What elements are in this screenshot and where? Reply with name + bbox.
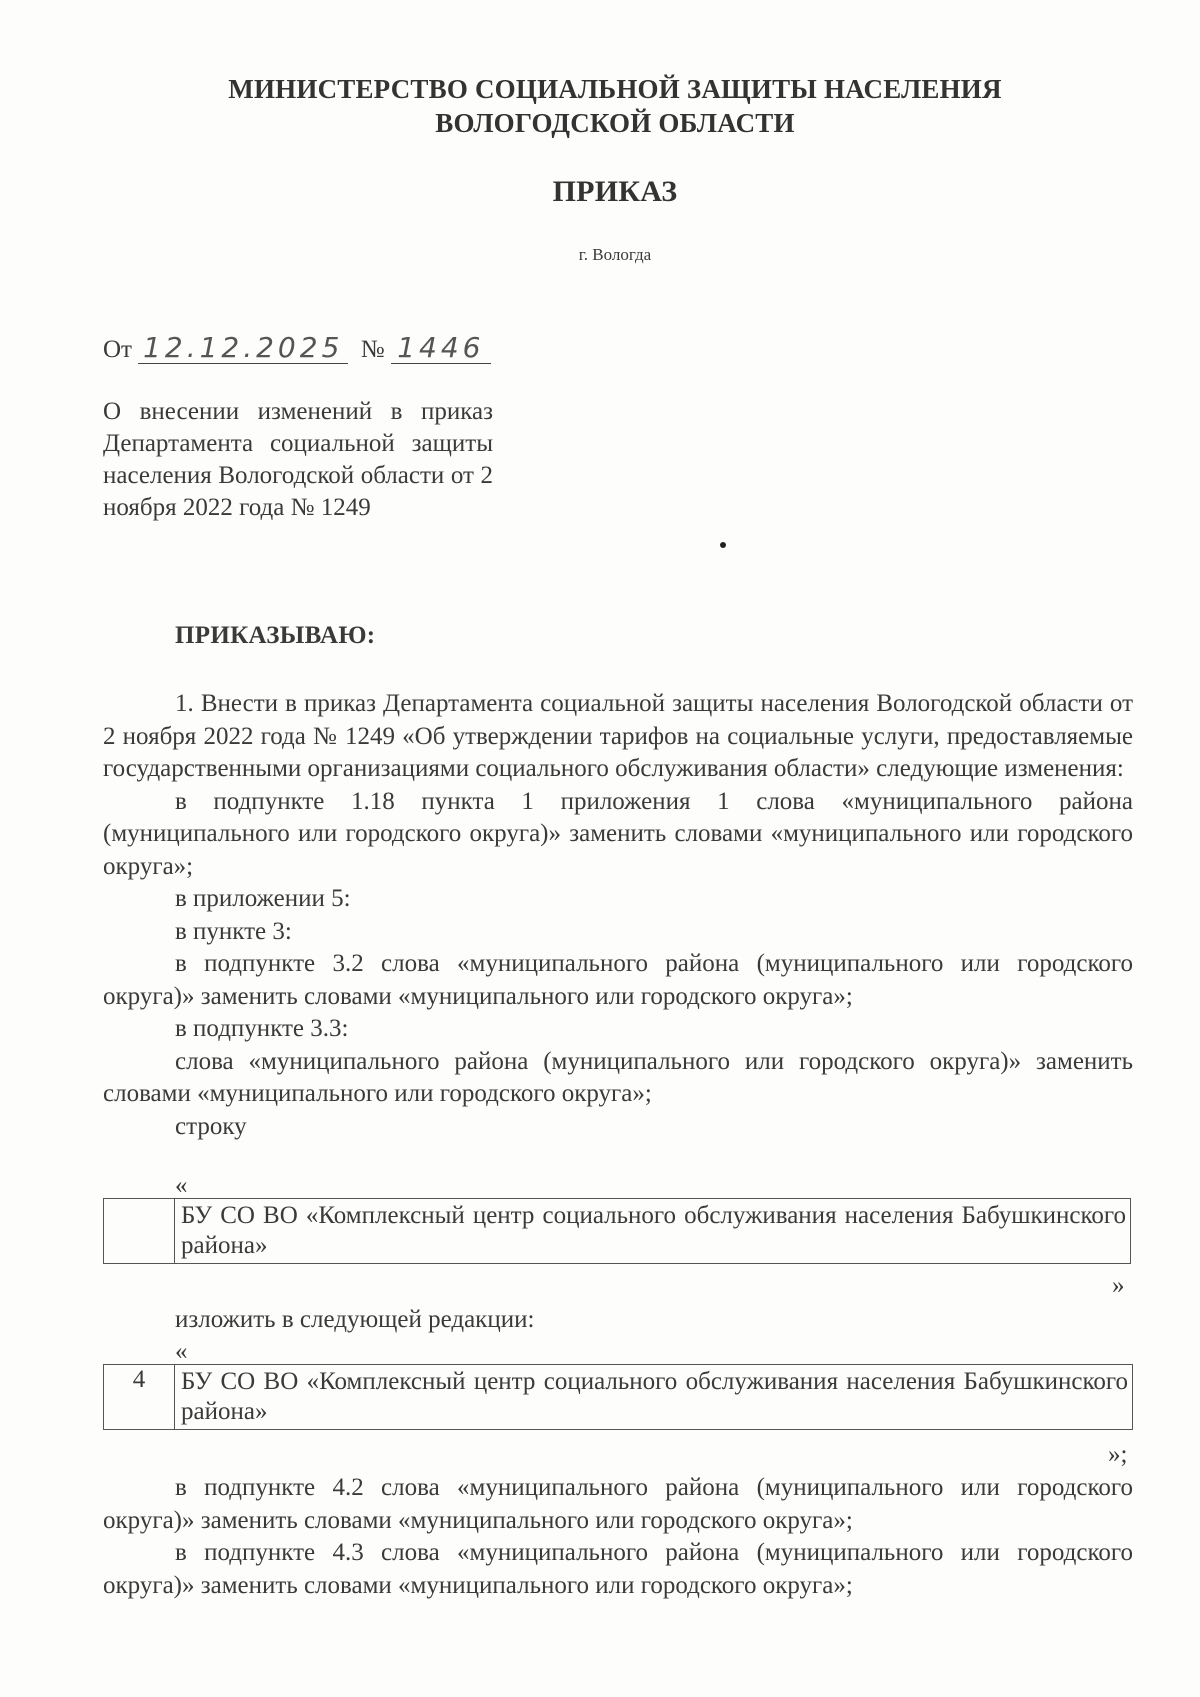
close-quote-old: » (1112, 1272, 1125, 1299)
order-subject: О внесении изменений в приказ Департамента социальной защиты населения Вологодской области от 2 ноября 2022 года № 1249 (103, 398, 493, 521)
paragraph-5: в подпункте 3.2 слова «муниципального района (муниципального или городского округа)» заменить словами «муниципального или городского округа»; (103, 950, 1133, 1010)
handwritten-date: 12.12.2025 (138, 333, 348, 364)
open-quote-old: « (175, 1172, 188, 1199)
paragraph-6: в подпункте 3.3: (175, 1015, 349, 1042)
body-text-block-3 (103, 1472, 1133, 1602)
table-old-num-cell (104, 1199, 175, 1263)
paragraph-7: слова «муниципального района (муниципального или городского округа)» заменить словами «муниципального или городского округа»; (103, 1047, 1133, 1107)
table-old-text-cell: БУ СО ВО «Комплексный центр социального обслуживания населения Бабушкинского района» (181, 1202, 1126, 1259)
table-new-num-cell: 4 (104, 1365, 175, 1429)
city-label: г. Вологда (578, 245, 652, 264)
close-quote-new: »; (1108, 1441, 1128, 1468)
paragraph-4: в пункте 3: (175, 917, 292, 945)
document-type-title: ПРИКАЗ (552, 175, 678, 208)
date-number-line (103, 333, 491, 364)
handwritten-number: 1446 (391, 333, 491, 364)
paragraph-10: в подпункте 4.2 слова «муниципального района (муниципального или городского округа)» заменить словами «муниципального или городского округа»; (103, 1474, 1133, 1534)
table-new-row (103, 1364, 1133, 1430)
paragraph-2: в подпункте 1.18 пункта 1 приложения 1 слова «муниципального района (муниципального или городского округа)» заменить словами «муниципального или городского округа»; (103, 787, 1133, 880)
open-quote-new: « (175, 1338, 188, 1365)
number-label: № (360, 336, 385, 363)
body-text-block-1 (103, 688, 1133, 1143)
ministry-name-line2: ВОЛОГОДСКОЙ ОБЛАСТИ (435, 108, 795, 138)
order-directive-heading: ПРИКАЗЫВАЮ: (175, 622, 376, 649)
table-new-text-cell: БУ СО ВО «Комплексный центр социального обслуживания населения Бабушкинского района» (181, 1368, 1128, 1425)
ministry-name-line1: МИНИСТЕРСТВО СОЦИАЛЬНОЙ ЗАЩИТЫ НАСЕЛЕНИЯ (228, 74, 1002, 104)
from-label: От (103, 336, 132, 363)
paragraph-1: 1. Внести в приказ Департамента социальной защиты населения Вологодской области от 2 ноября 2022 года № 1249 «Об утверждении тарифов на социальные услуги, предоставляемые государственными организациями социального обслуживания области» следующие изменения: (103, 690, 1133, 782)
paragraph-11: в подпункте 4.3 слова «муниципального района (муниципального или городского округа)» заменить словами «муниципального или городского округа»; (103, 1539, 1133, 1599)
paragraph-9: изложить в следующей редакции: (175, 1306, 535, 1333)
paragraph-3: в приложении 5: (175, 885, 351, 912)
body-text-block-2 (103, 1304, 1133, 1337)
table-old-row (103, 1198, 1131, 1264)
paragraph-8: строку (175, 1112, 247, 1140)
ink-speck (720, 542, 726, 548)
